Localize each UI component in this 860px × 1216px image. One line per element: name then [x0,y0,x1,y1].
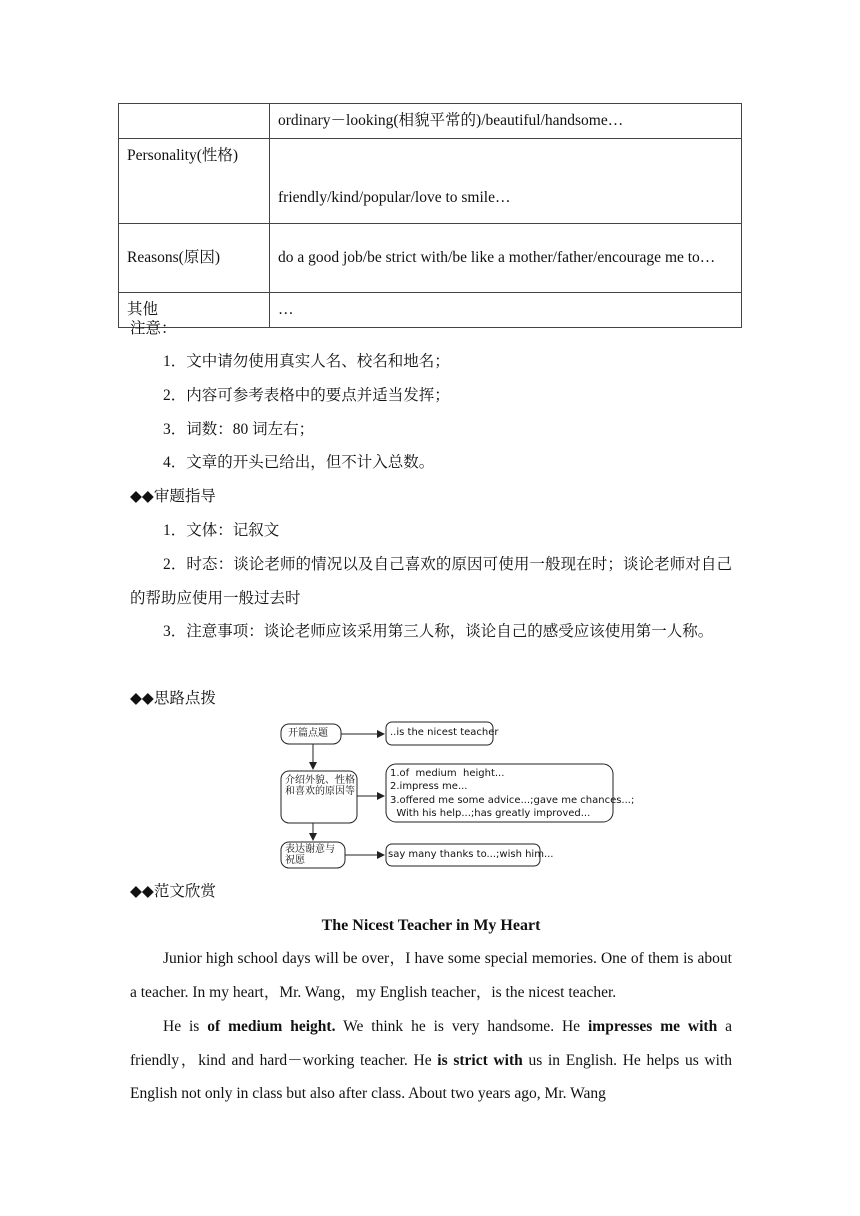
essay-text: a friendly，kind and hard－working teacher. He [130,1018,733,1069]
flowchart-output-label: say many thanks to...;wish him... [388,849,554,860]
essay-paragraph [130,942,732,1009]
essay-phrase-bold: is strict with [437,1051,523,1069]
outline-table [118,103,742,328]
guide-item-text: 2．时态：谈论老师的情况以及自己喜欢的原因可使用一般现在时；谈论老师对自己的帮助应使用一般过去时 [130,556,732,607]
flowchart [278,718,635,873]
guide-item [130,548,732,615]
essay-phrase-bold: of medium height. [207,1018,336,1035]
table-row-label: Reasons(原因) [119,224,270,293]
note-item: 2．内容可参考表格中的要点并适当发挥； [163,387,450,404]
essay-phrase-bold: impresses me with [587,1018,718,1035]
essay-paragraph-text: Junior high school days will be over，I have some special memories. One of them is about a teacher. In my heart，Mr. Wang，my English teacher，is the nicest teacher. [130,950,732,1001]
essay-text: He is [163,1018,208,1035]
guide-item [130,615,732,649]
flowchart-output-label: 2.impress me... [390,781,468,792]
table-row-label [119,104,270,139]
table-row-content: … [270,293,742,328]
essay-title: The Nicest Teacher in My Heart [321,917,541,934]
sample-heading: ◆◆范文欣赏 [130,883,216,900]
essay-paragraph-text [130,1010,732,1111]
flowchart-output-label: ..is the nicest teacher [390,727,499,738]
table-row [119,224,742,293]
table-row [119,104,742,139]
note-item: 3．词数：80 词左右； [163,421,315,438]
guide-item-text: 3．注意事项：谈论老师应该采用第三人称，谈论自己的感受应该使用第一人称。 [163,623,714,640]
table-row [119,139,742,224]
guide-item: 1．文体：记叙文 [163,522,280,539]
note-item: 1．文中请勿使用真实人名、校名和地名； [163,353,450,370]
flowchart-box-label: 表达谢意与祝愿 [285,844,335,866]
table-row-label: Personality(性格) [119,139,270,224]
essay-paragraph [130,1010,732,1111]
essay-text: us in English. He helps us with English not only in class but also after class. About two years ago, Mr. Wang [130,1051,732,1102]
table-row-content: do a good job/be strict with/be like a mother/father/encourage me to… [270,224,742,293]
flowchart-output-label: 1.of medium height... [390,768,505,779]
flowchart-output-label: 3.offered me some advice...;gave me chances...; [390,795,635,806]
note-item: 4．文章的开头已给出，但不计入总数。 [163,454,435,471]
essay-text: We think he is very handsome. He [335,1018,588,1035]
flowchart-box-label: 开篇点题 [288,728,328,739]
guide-heading: ◆◆审题指导 [130,488,216,505]
notes-heading: 注意： [130,320,177,337]
ideas-heading: ◆◆思路点拨 [130,690,216,707]
table-row [119,293,742,328]
table-row-label: 其他 [119,293,270,328]
table-row-content: friendly/kind/popular/love to smile… [270,139,742,224]
table-row-content: ordinary－looking(相貌平常的)/beautiful/handsome… [270,104,742,139]
flowchart-box-label: 介绍外貌、性格和喜欢的原因等 [285,775,355,797]
flowchart-output-label: With his help...;has greatly improved... [390,808,591,819]
